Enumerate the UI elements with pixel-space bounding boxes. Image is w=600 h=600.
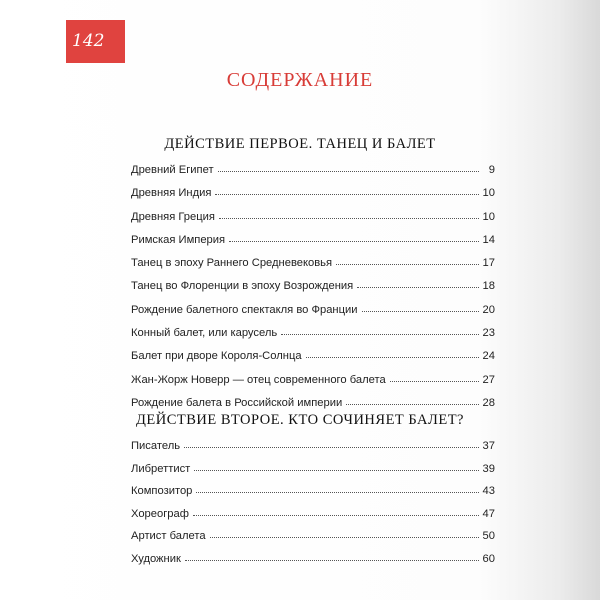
toc-entry-label: Древняя Греция (131, 210, 215, 223)
dot-leader (218, 170, 479, 172)
toc-entry-page: 23 (482, 327, 495, 340)
toc-entry (131, 211, 495, 234)
toc-entry-label: Писатель (131, 440, 181, 452)
dot-leader (185, 559, 479, 561)
toc-entry-page: 18 (482, 280, 495, 293)
toc-entry (131, 350, 495, 373)
toc-entry-page: 39 (482, 462, 495, 475)
toc-entry-label: Рождение балетного спектакля во Франции (131, 303, 358, 316)
toc-entry (131, 530, 495, 553)
toc-entry-page: 14 (482, 233, 495, 246)
dot-leader (193, 514, 479, 516)
toc-entry (131, 164, 495, 187)
toc-entry (131, 485, 495, 508)
section-heading-2: ДЕЙСТВИЕ ВТОРОЕ. КТО СОЧИНЯЕТ БАЛЕТ? (136, 412, 464, 428)
toc-entry-label: Либреттист (131, 462, 191, 475)
toc-entry-label: Конный балет, или карусель (131, 327, 278, 340)
toc-entry-page: 43 (482, 485, 495, 497)
toc-entry-label: Древний Египет (131, 164, 214, 176)
dot-leader (390, 380, 479, 382)
toc-entry-page: 60 (482, 552, 495, 565)
toc-entry (131, 463, 495, 486)
dot-leader (229, 240, 478, 242)
toc-entry (131, 374, 495, 397)
toc-entry-label: Балет при дворе Короля-Солнца (131, 350, 302, 363)
toc-entry (131, 234, 495, 257)
toc-entry-label: Рождение балета в Российской империи (131, 396, 343, 409)
toc-entry-page: 17 (482, 257, 495, 270)
section-heading-1: ДЕЙСТВИЕ ПЕРВОЕ. ТАНЕЦ И БАЛЕТ (164, 136, 436, 152)
toc-list-1 (131, 164, 495, 420)
toc-entry-label: Танец во Флоренции в эпоху Возрождения (131, 280, 354, 293)
toc-entry-page: 28 (482, 396, 495, 409)
dot-leader (281, 333, 478, 335)
dot-leader (194, 469, 478, 471)
dot-leader (362, 310, 479, 312)
toc-entry-label: Хореограф (131, 507, 189, 520)
dot-leader (210, 536, 479, 538)
dot-leader (196, 491, 478, 493)
toc-entry (131, 440, 495, 463)
toc-entry-label: Танец в эпоху Раннего Средневековья (131, 257, 333, 270)
dot-leader (346, 403, 478, 405)
toc-entry-page: 24 (482, 350, 495, 363)
toc-entry-page: 27 (482, 373, 495, 386)
toc-entry-label: Жан-Жорж Новерр — отец современного балета (131, 373, 386, 386)
toc-title: СОДЕРЖАНИЕ (226, 69, 374, 91)
dot-leader (357, 286, 478, 288)
dot-leader (306, 356, 479, 358)
toc-entry (131, 187, 495, 210)
toc-entry-page: 10 (482, 187, 495, 200)
toc-entry (131, 327, 495, 350)
dot-leader (184, 446, 478, 448)
toc-entry-label: Артист балета (131, 530, 206, 542)
toc-entry (131, 553, 495, 576)
toc-entry-label: Древняя Индия (131, 187, 212, 200)
toc-entry-label: Римская Империя (131, 233, 226, 246)
toc-list-2 (131, 440, 495, 575)
toc-entry-label: Композитор (131, 485, 193, 497)
toc-entry (131, 304, 495, 327)
toc-entry (131, 257, 495, 280)
toc-entry-page: 37 (482, 440, 495, 452)
page-number: 142 (72, 31, 105, 51)
toc-entry-page: 20 (482, 303, 495, 316)
toc-entry (131, 508, 495, 531)
dot-leader (219, 217, 479, 219)
toc-entry-label: Художник (131, 552, 181, 565)
dot-leader (215, 193, 478, 195)
toc-entry-page: 10 (482, 210, 495, 223)
dot-leader (336, 263, 478, 265)
toc-entry-page: 9 (488, 164, 495, 176)
toc-entry-page: 50 (482, 530, 495, 542)
toc-entry (131, 280, 495, 303)
toc-entry-page: 47 (482, 507, 495, 520)
